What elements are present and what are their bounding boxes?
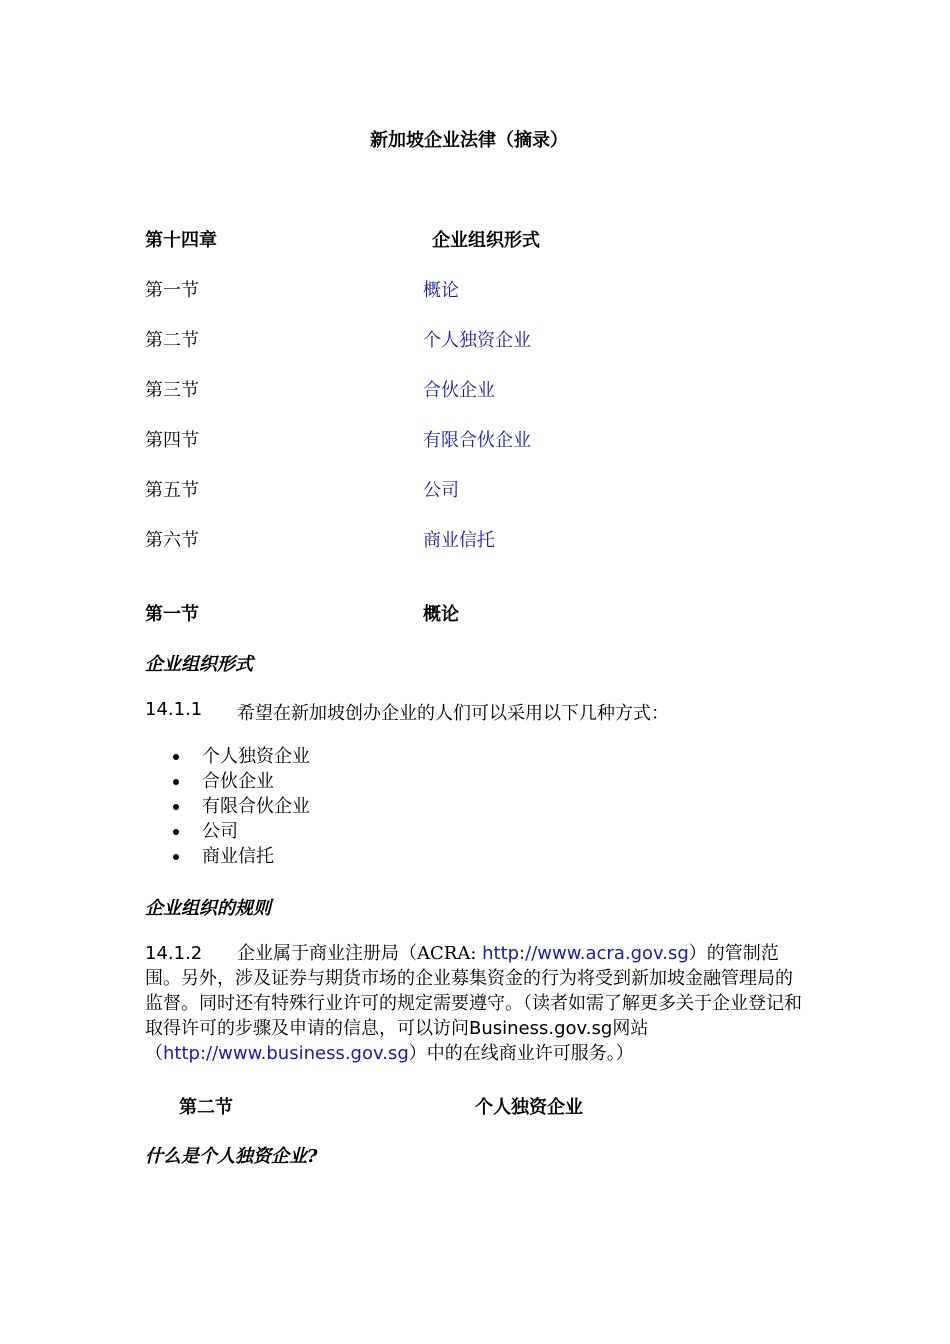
chapter-number: 第十四章 bbox=[145, 230, 217, 251]
subheading-organization-rules: 企业组织的规则 bbox=[145, 898, 271, 919]
bullet-icon bbox=[173, 754, 179, 760]
list-item: 公司 bbox=[145, 819, 310, 844]
paragraph-14-1-1: 希望在新加坡创办企业的人们可以采用以下几种方式： bbox=[237, 703, 669, 724]
document-title: 新加坡企业法律（摘录） bbox=[370, 130, 568, 151]
section2-name: 个人独资企业 bbox=[475, 1097, 583, 1118]
toc-section-4: 第四节 bbox=[145, 430, 199, 451]
toc-section-1: 第一节 bbox=[145, 280, 199, 301]
bullet-icon bbox=[173, 854, 179, 860]
chapter-name: 企业组织形式 bbox=[432, 230, 540, 251]
bullet-icon bbox=[173, 829, 179, 835]
list-item: 商业信托 bbox=[145, 844, 310, 869]
toc-section-3: 第三节 bbox=[145, 380, 199, 401]
organization-form-list bbox=[145, 744, 310, 869]
subheading-organization-forms: 企业组织形式 bbox=[145, 654, 253, 675]
paragraph-number-14-1-1: 14.1.1 bbox=[145, 699, 203, 720]
toc-section-2: 第二节 bbox=[145, 330, 199, 351]
toc-link-partnership[interactable]: 合伙企业 bbox=[423, 380, 495, 401]
section2-number: 第二节 bbox=[179, 1097, 233, 1118]
section1-name: 概论 bbox=[423, 604, 459, 625]
list-item: 合伙企业 bbox=[145, 769, 310, 794]
acra-link[interactable]: http://www.acra.gov.sg bbox=[482, 943, 689, 964]
list-item: 有限合伙企业 bbox=[145, 794, 310, 819]
toc-section-5: 第五节 bbox=[145, 480, 199, 501]
paragraph-14-1-2: 14.1.2 企业属于商业注册局（ACRA: http://www.acra.gov.sg）的管制范围。另外，涉及证券与期货市场的企业募集资金的行为将受到新加坡金融管理局的监督。同时还有特殊行业许可的规定需要遵守。（读者如需了解更多关于企业登记和取得许可的步骤及申请的信息，可以访问Business.gov.sg网站（http://www.business.gov.sg）中的在线商业许可服务。） bbox=[145, 943, 802, 1064]
toc-link-business-trust[interactable]: 商业信托 bbox=[423, 530, 495, 551]
list-item: 个人独资企业 bbox=[145, 744, 310, 769]
toc-section-6: 第六节 bbox=[145, 530, 199, 551]
toc-link-limited-partnership[interactable]: 有限合伙企业 bbox=[423, 430, 531, 451]
bullet-icon bbox=[173, 804, 179, 810]
toc-link-sole-proprietorship[interactable]: 个人独资企业 bbox=[423, 330, 531, 351]
section1-number: 第一节 bbox=[145, 604, 199, 625]
subheading-what-is-sole-proprietorship: 什么是个人独资企业? bbox=[145, 1146, 318, 1167]
bullet-icon bbox=[173, 779, 179, 785]
paragraph-number-14-1-2: 14.1.2 bbox=[145, 943, 203, 964]
toc-link-overview[interactable]: 概论 bbox=[423, 280, 459, 301]
toc-link-company[interactable]: 公司 bbox=[423, 480, 459, 501]
business-gov-link[interactable]: http://www.business.gov.sg bbox=[163, 1043, 409, 1064]
